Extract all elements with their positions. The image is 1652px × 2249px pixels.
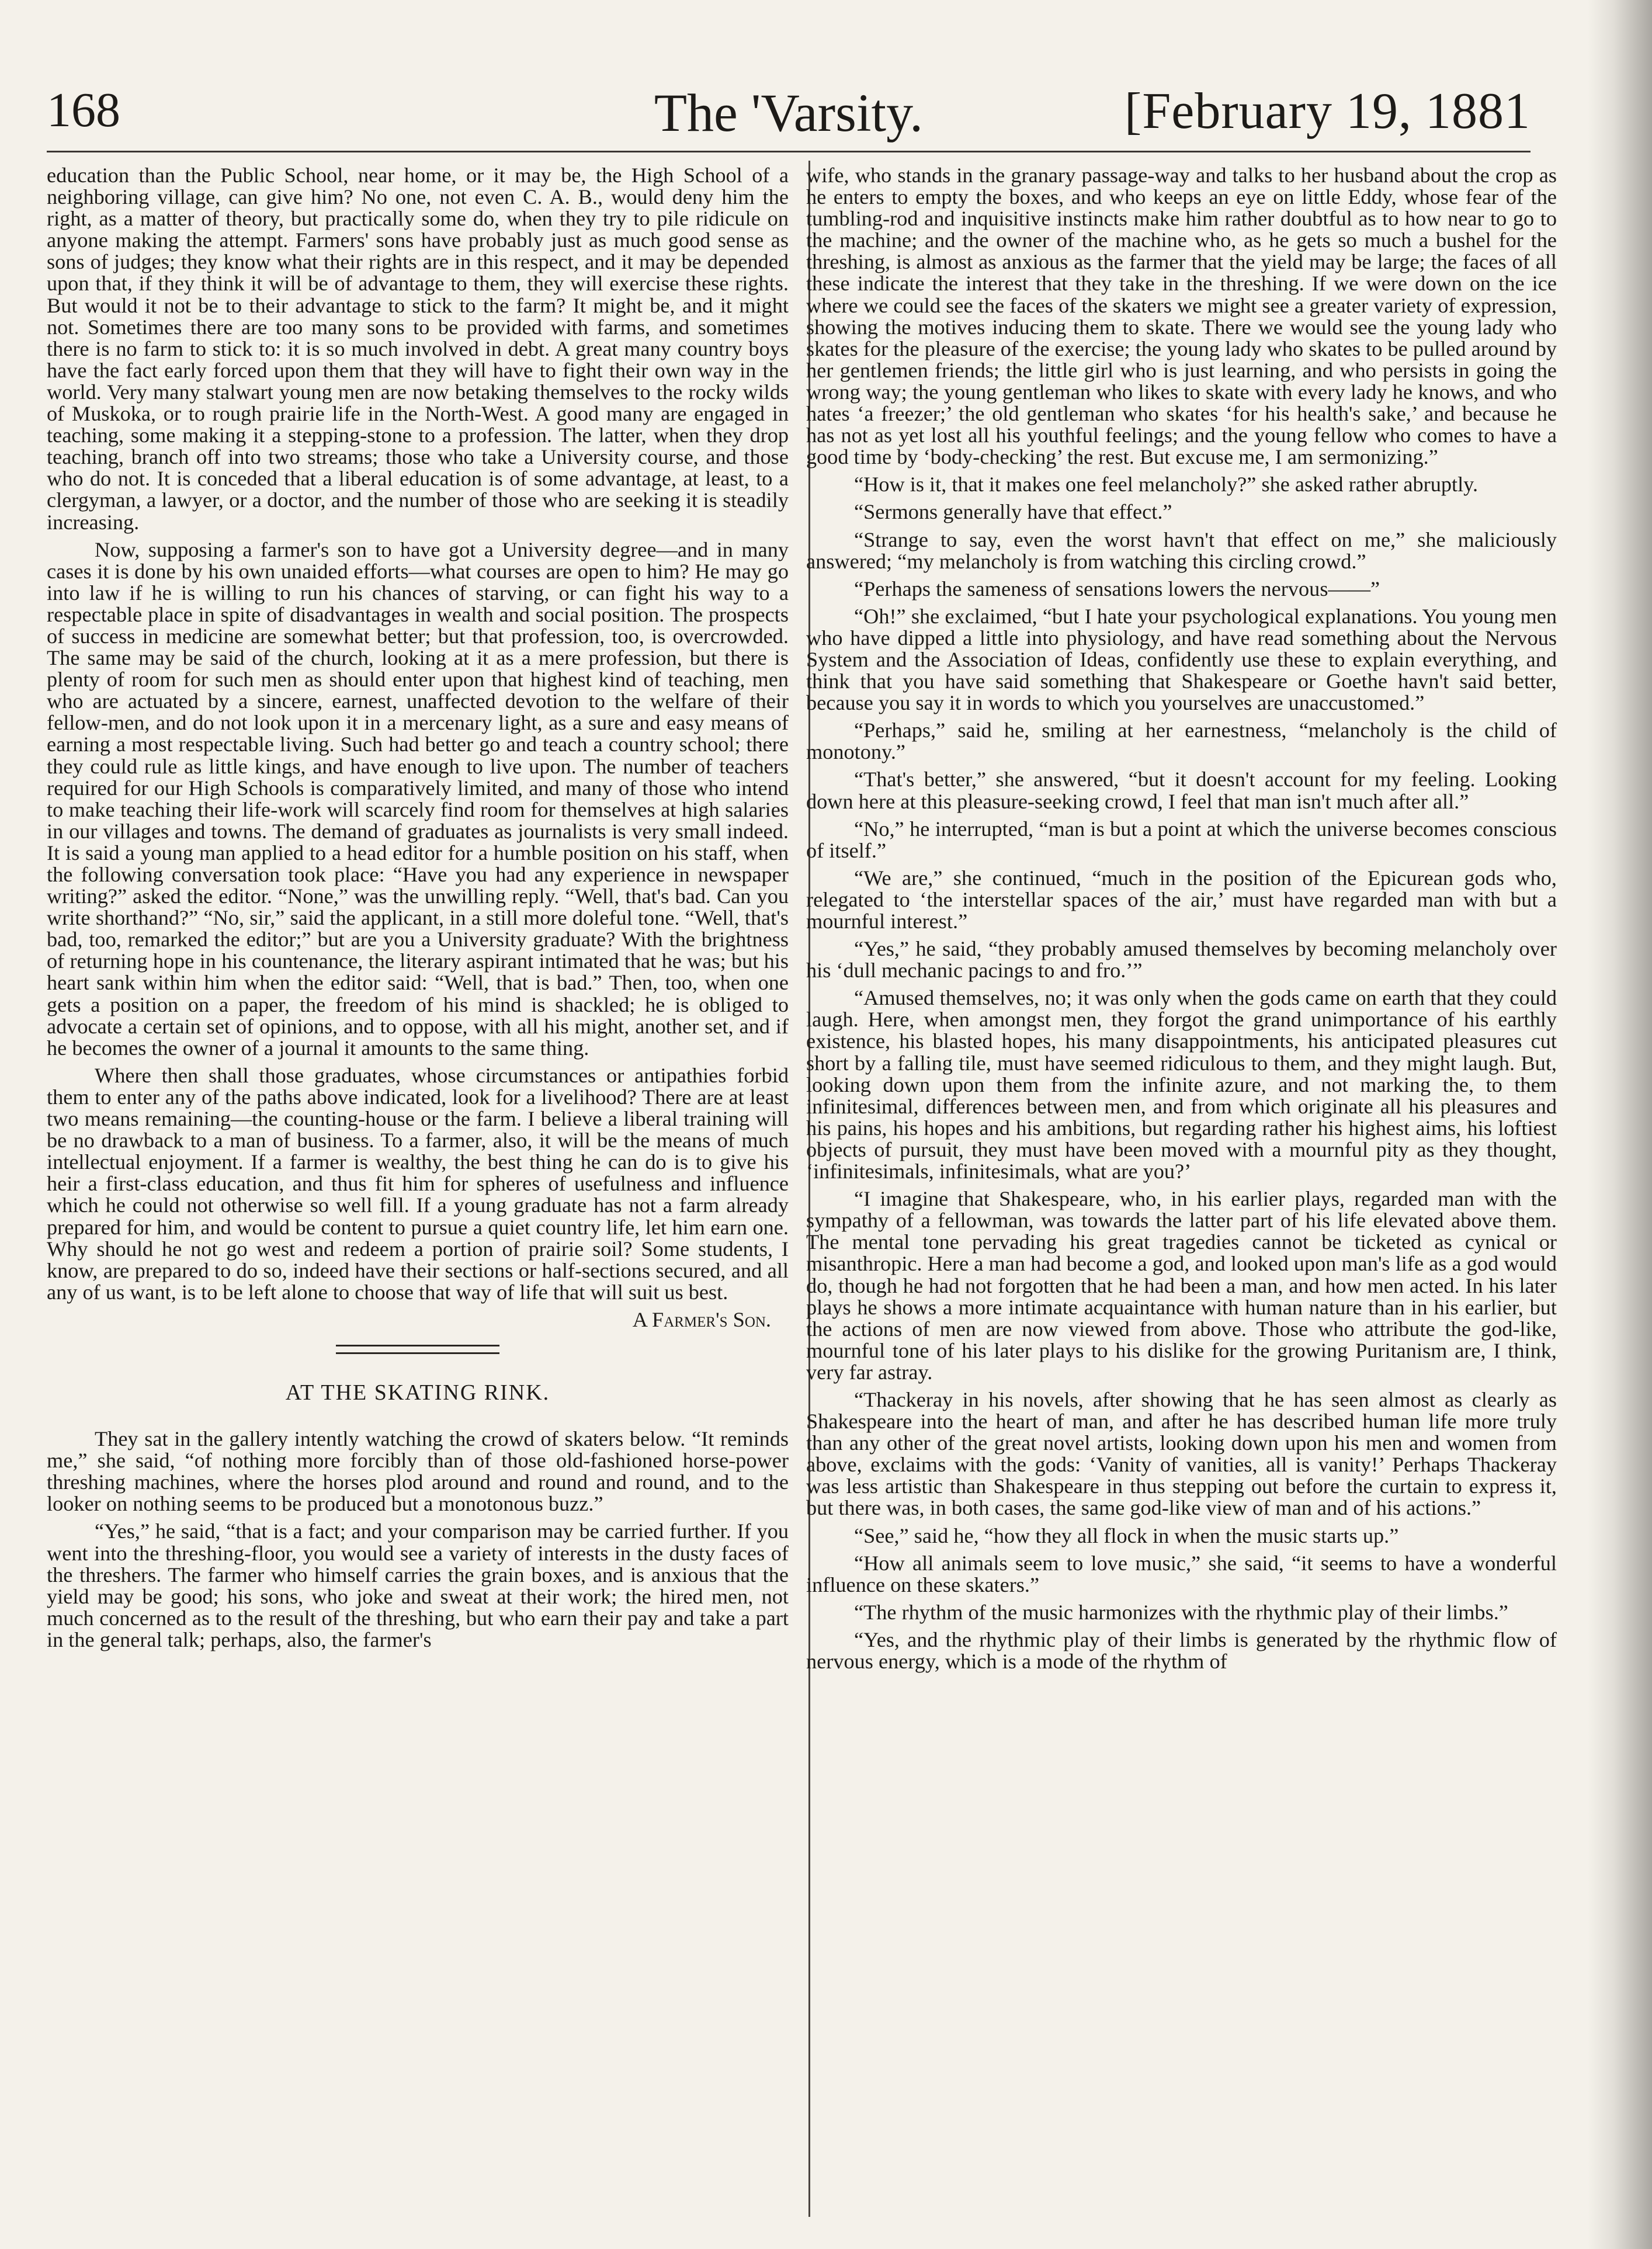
story-paragraph: “That's better,” she answered, “but it doesn't account for my feeling. Looking down here at this pleasure-seeking crowd, I feel that man isn't much after all.” [806,768,1557,813]
article-paragraph: Where then shall those graduates, whose circumstances or antipathies forbid them to enter any of the paths above indicated, look for a livelihood? There are at least two means remaining—the counting-house or the farm. I believe a liberal training will be no drawback to a man of business. To a farmer, also, it will be the means of much intellectual enjoyment. If a farmer is wealthy, the best thing he can do is to give his heir a first-class education, and thus fit him for spheres of usefulness and influence which he could not otherwise so well fill. If a young graduate has not a farm already prepared for him, and would be content to pursue a quiet country life, let him earn one. Why should he not go west and redeem a portion of prairie soil? Some students, I know, are prepared to do so, indeed have their sections or half-sections secured, and all any of us want, is to be left alone to choose that way of life that will suit us best. [47,1063,789,1304]
journal-title: The 'Varsity. [654,83,924,143]
page-number: 168 [47,83,120,137]
article-signature: A Farmer's Son. [632,1307,771,1331]
section-heading: AT THE SKATING RINK. [285,1380,550,1405]
left-column [47,165,789,2221]
section-divider [336,1345,499,1354]
story-paragraph: “How is it, that it makes one feel melancholy?” she asked rather abruptly. [854,473,1479,497]
story-paragraph: “Oh!” she exclaimed, “but I hate your psychological explanations. You young men who have dipped a little into physiology, and have read something about the Nervous System and the Association of Ideas, confidently use these to explain everything, and think that you have said something that Shakespeare or Goethe havn't said better, because you say it in words to which you yourselves are unaccustomed.” [806,604,1557,715]
story-paragraph: “Amused themselves, no; it was only when the gods came on earth that they could laugh. Here, when amongst men, they forgot the grand unimportance of his earthly existence, his blasted hopes, his many disappointments, his anticipated pleasures cut short by a falling tile, must have seemed ridiculous to them, and they might laugh. But, looking down upon them from the infinite azure, and not marking the, to them infinitesimal, differences between men, and from which originate all his pleasures and his pains, his hopes and his ambitions, but regarding rather his highest aims, his loftiest objects of pursuit, they must have been moved with a mournful pity as they thought, ‘infinitesimals, infinitesimals, what are you?’ [806,986,1557,1183]
story-paragraph: They sat in the gallery intently watching the crowd of skaters below. “It reminds me,” she said, “of nothing more forcibly than of those old-fashioned horse-power threshing machines, where the horses plod around and round and round, and to the looker on nothing seems to be produced but a monotonous buzz.” [47,1427,789,1516]
issue-date: [February 19, 1881 [1125,83,1530,140]
header-rule [47,151,1530,152]
right-column [806,165,1557,2221]
story-paragraph: “The rhythm of the music harmonizes with the rhythmic play of their limbs.” [854,1600,1508,1624]
story-paragraph: “Yes, and the rhythmic play of their limbs is generated by the rhythmic flow of nervous energy, which is a mode of the rhythm of [806,1627,1557,1673]
story-paragraph: “Strange to say, even the worst havn't that effect on me,” she maliciously answered; “my melancholy is from watching this circling crowd.” [806,527,1557,573]
story-paragraph: “Yes,” he said, “that is a fact; and your comparison may be carried further. If you went into the threshing-floor, you would see a variety of interests in the dusty faces of the threshers. The farmer who himself carries the grain boxes, and is anxious that the yield may be good; his sons, who joke and sweat at their work; the hired men, not much concerned as to the result of the threshing, but who earn their pay and take a part in the general talk; perhaps, also, the farmer's [47,1519,789,1651]
story-paragraph: “Perhaps,” said he, smiling at her earnestness, “melancholy is the child of monotony.” [806,719,1557,764]
story-paragraph: “See,” said he, “how they all flock in when the music starts up.” [854,1523,1399,1547]
story-paragraph: “I imagine that Shakespeare, who, in his earlier plays, regarded man with the sympathy of a fellowman, was towards the latter part of his life elevated above them. The mental tone pervading his great tragedies cannot be ticketed as cynical or misanthropic. Here a man had become a god, and looked upon man's life as a god would do, though he had not forgotten that he had been a man, and how men acted. In his later plays he shows a more intimate acquaintance with human nature than in his earlier, but the actions of men are now viewed from above. Those who attribute the god-like, mournful tone of his later plays to his dislike for the growing Puritanism are, I think, very far astray. [806,1187,1557,1384]
page-header [47,82,1530,146]
story-paragraph: “Sermons generally have that effect.” [854,500,1172,524]
story-paragraph: “Yes,” he said, “they probably amused themselves by becoming melancholy over his ‘dull mechanic pacings to and fro.’” [806,937,1557,983]
story-paragraph: “We are,” she continued, “much in the position of the Epicurean gods who, relegated to ‘the interstellar spaces of the air,’ must have regarded man with but a mournful interest.” [806,866,1557,933]
story-paragraph: “No,” he interrupted, “man is but a point at which the universe becomes conscious of itself.” [806,817,1557,862]
article-paragraph: Now, supposing a farmer's son to have got a University degree—and in many cases it is done by his own unaided efforts—what courses are open to him? He may go into law if he is willing to run his chances of starving, or can fight his way to a respectable place in spite of disadvantages in wealth and social position. The prospects of success in medicine are somewhat better; but that profession, too, is overcrowded. The same may be said of the church, looking at it as a mere profession, but there is plenty of room for such men as should enter upon that highest kind of teaching, men who are actuated by a sincere, earnest, unaffected devotion to the welfare of their fellow-men, and do not look upon it in a mercenary light, as a sure and easy means of earning a most respectable living. Such had better go and teach a country school; there they could rule as little kings, and have enough to live upon. The number of teachers required for our High Schools is comparatively limited, and many of those who intend to make teaching their life-work will scarcely find room for themselves at high salaries in our villages and towns. The demand of graduates as journalists is very small indeed. It is said a young man applied to a head editor for a humble position on his staff, when the following conversation took place: “Have you had any experience in newspaper writing?” asked the editor. “None,” was the unwilling reply. “Well, that's bad. Can you write shorthand?” “No, sir,” said the applicant, in a still more doleful tone. “Well, that's bad, too, remarked the editor;” but are you a University graduate? With the brightness of returning hope in his countenance, the literary aspirant intimated that he was; but his heart sank within him when the editor said: “Well, that is bad.” Then, too, when one gets a position on a paper, the freedom of his mind is shackled; he is obliged to advocate a certain set of opinions, and to oppose, with all his might, another set, and if he becomes the owner of a journal it amounts to the same thing. [47,537,789,1060]
story-paragraph: “How all animals seem to love music,” she said, “it seems to have a wonderful influence on these skaters.” [806,1551,1557,1596]
story-paragraph: “Perhaps the sameness of sensations lowers the nervous——” [854,577,1380,601]
story-paragraph: wife, who stands in the granary passage-way and talks to her husband about the crop as he enters to empty the boxes, and who keeps an eye on little Eddy, whose fear of the tumbling-rod and inquisitive instincts make him rather doubtful as to how near to go to the machine; and the owner of the machine who, as he gets so much a bushel for the threshing, is almost as anxious as the farmer that the yield may be large; the faces of all these indicate the interest that they take in the threshing. If we were down on the ice where we could see the faces of the skaters we might see a greater variety of expression, showing the motives inducing them to skate. There we would see the young lady who skates for the pleasure of the exercise; the young lady who skates to be pulled around by her gentlemen friends; the little girl who is just learning, and who persists in going the wrong way; the young gentleman who likes to skate with every lady he knows, and who hates ‘a freezer;’ the old gentleman who skates ‘for his health's sake,’ and because he has not as yet lost all his youthful feelings; and the young fellow who comes to have a good time by ‘body-checking’ the rest. But excuse me, I am sermonizing.” [806,165,1557,469]
page-edge-shadow [1588,0,1652,2249]
story-paragraph: “Thackeray in his novels, after showing that he has seen almost as clearly as Shakespeare into the heart of man, and after he has described human life more truly than any other of the great novel artists, looking down upon his men and women from above, exclaims with the gods: ‘Vanity of vanities, all is vanity!’ Perhaps Thackeray was less artistic than Shakespeare in thus stepping out before the curtain to express it, but there was, in both cases, the same god-like view of man and of his actions.” [806,1387,1557,1520]
article-paragraph: education than the Public School, near home, or it may be, the High School of a neighboring village, can give him? No one, not even C. A. B., would deny him the right, as a matter of theory, but practically some do, when they try to pile ridicule on anyone making the attempt. Farmers' sons have probably just as much good sense as sons of judges; they know what their rights are in this respect, and it may be depended upon that, if they think it will be of advantage to them, they will exercise these rights. But would it not be to their advantage to stick to the farm? It might be, and it might not. Sometimes there are too many sons to be provided with farms, and sometimes there is no farm to stick to: it is so much involved in debt. A great many country boys have the fact early forced upon them that they will have to fight their own way in the world. Very many stalwart young men are now betaking themselves to the rocky wilds of Muskoka, or to rough prairie life in the North-West. A good many are engaged in teaching, some making it a stepping-stone to a profession. The latter, when they drop teaching, branch off into two streams; those who take a University course, and those who do not. It is conceded that a liberal education is of some advantage, at least, to a clergyman, a lawyer, or a doctor, and the number of those who are seeking it is steadily increasing. [47,165,789,534]
